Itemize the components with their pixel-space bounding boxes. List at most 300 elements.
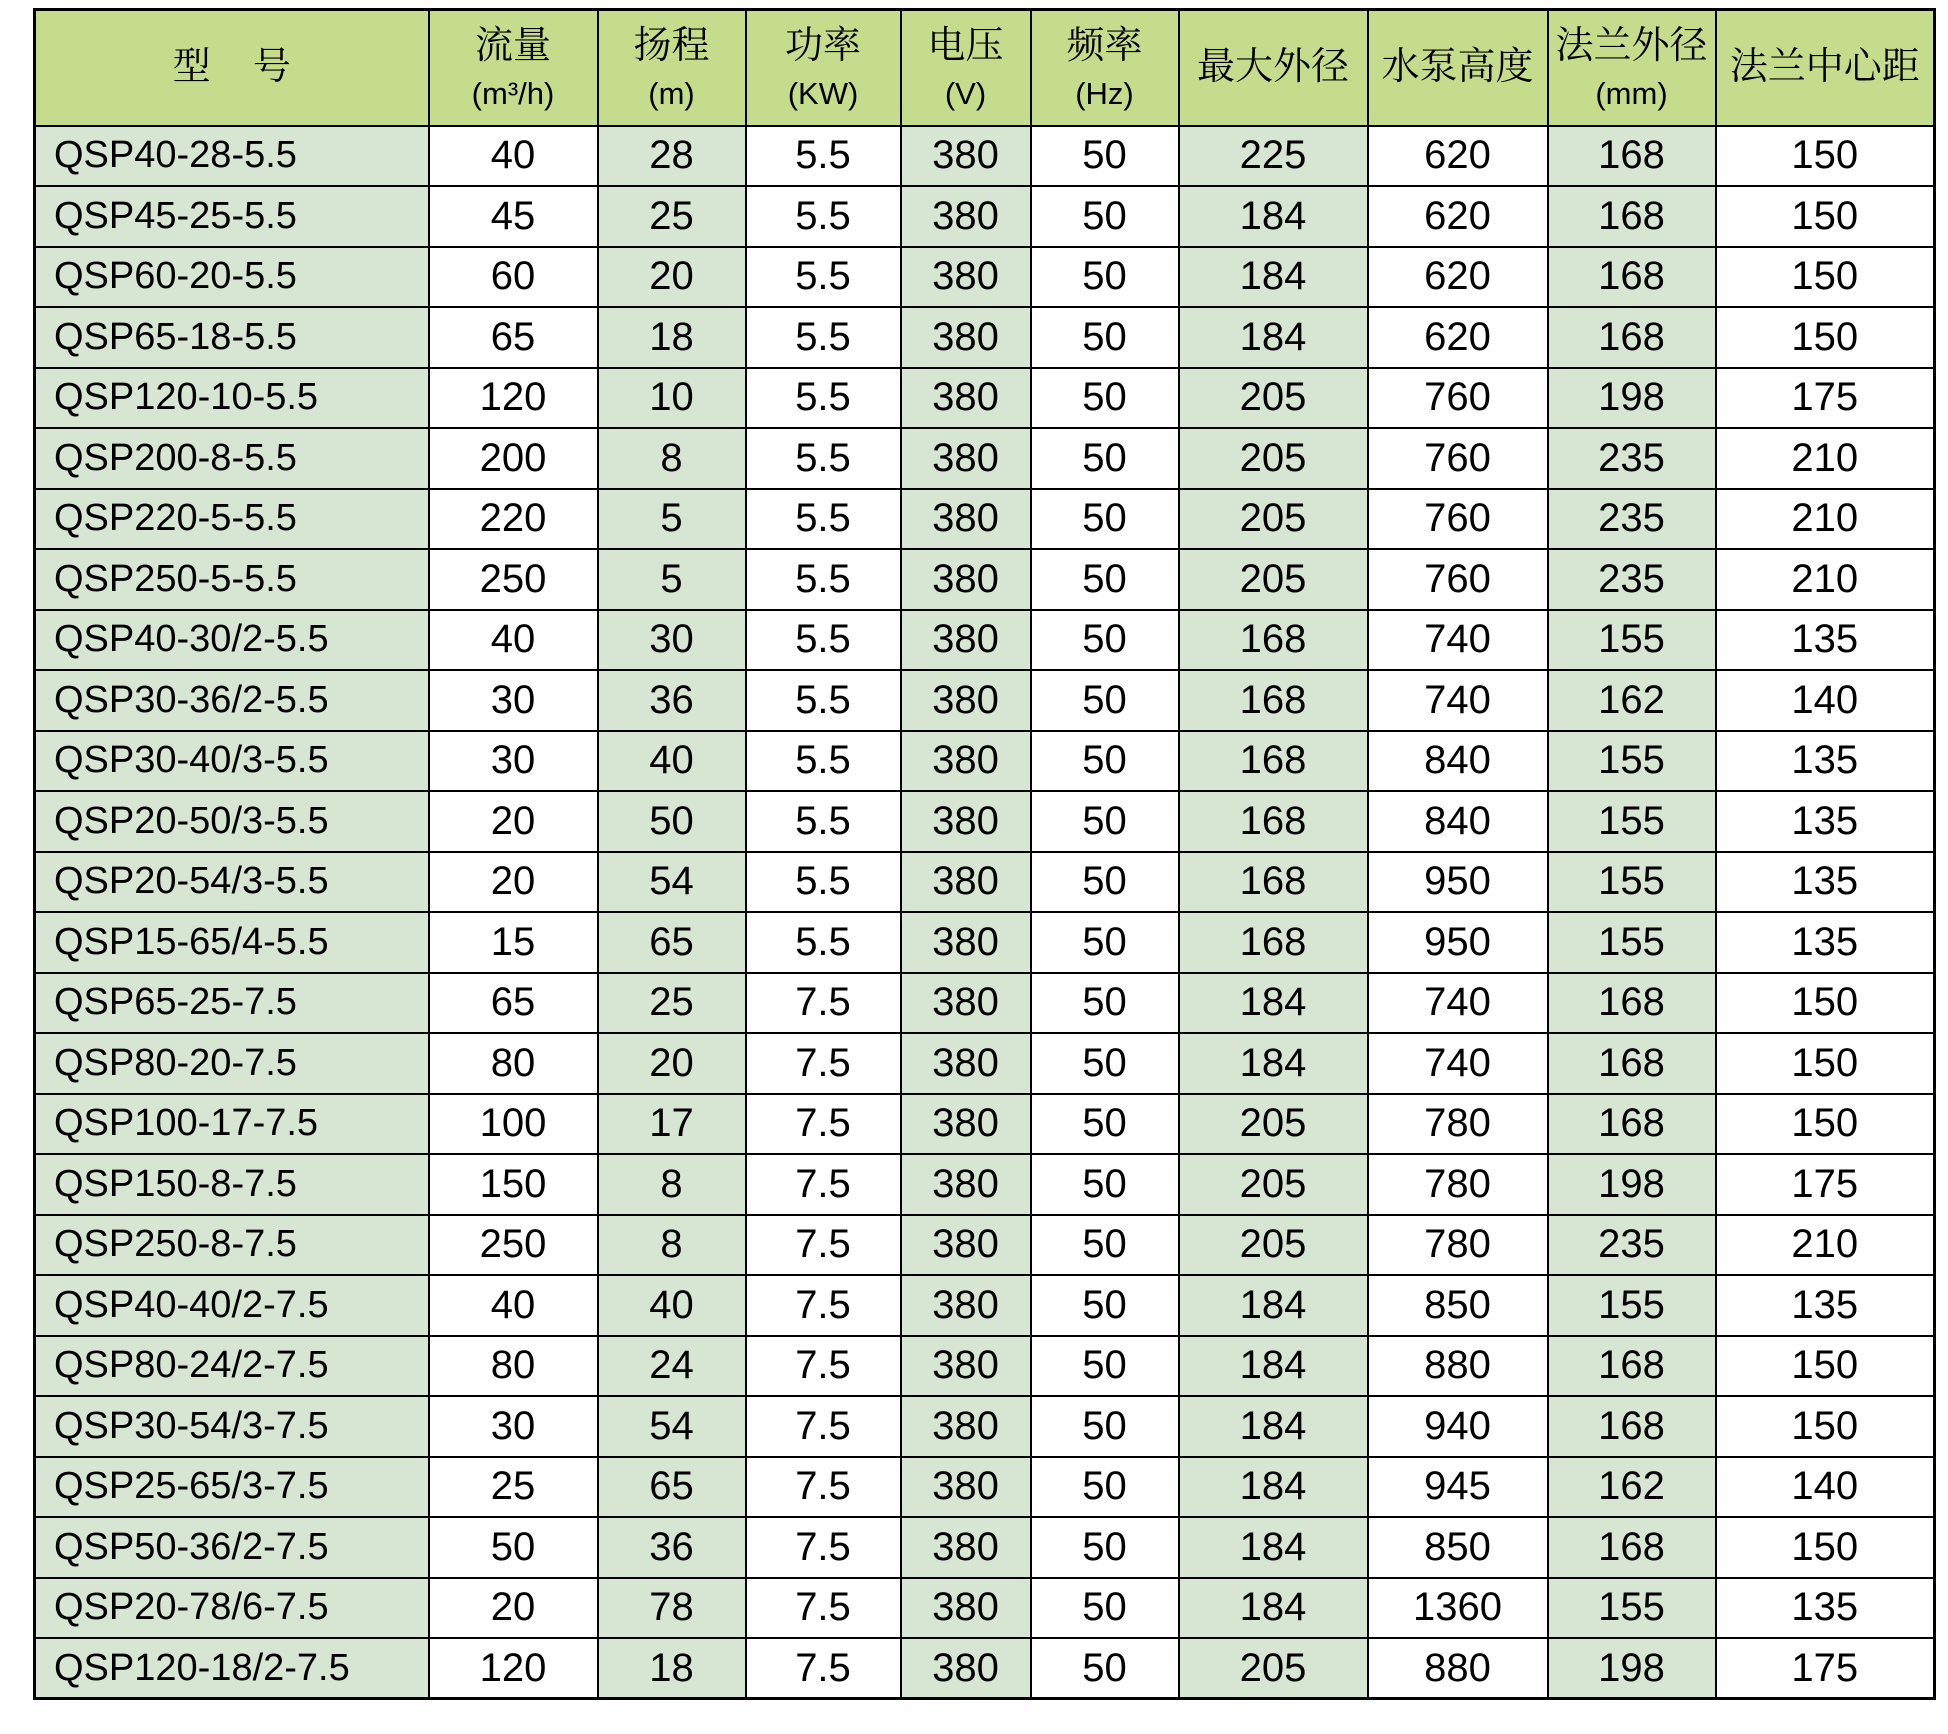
value-cell: 50 (1031, 489, 1179, 550)
value-cell: 65 (598, 1457, 746, 1518)
model-cell: QSP150-8-7.5 (35, 1154, 429, 1215)
column-header (1368, 10, 1548, 126)
value-cell: 175 (1716, 1154, 1935, 1215)
table-row (35, 1154, 1935, 1215)
value-cell: 205 (1179, 428, 1368, 489)
value-cell: 380 (901, 1336, 1031, 1397)
value-cell: 155 (1548, 791, 1716, 852)
value-cell: 250 (429, 1215, 598, 1276)
value-cell: 620 (1368, 126, 1548, 187)
value-cell: 8 (598, 1154, 746, 1215)
value-cell: 205 (1179, 1154, 1368, 1215)
table-row (35, 489, 1935, 550)
value-cell: 30 (429, 670, 598, 731)
column-title: 型 号 (172, 45, 291, 88)
value-cell: 5.5 (746, 610, 901, 671)
column-title: 频率 (1066, 25, 1143, 68)
value-cell: 380 (901, 489, 1031, 550)
value-cell: 760 (1368, 489, 1548, 550)
value-cell: 5.5 (746, 912, 901, 973)
column-header (901, 10, 1031, 126)
value-cell: 50 (1031, 1094, 1179, 1155)
value-cell: 380 (901, 247, 1031, 308)
table-row (35, 670, 1935, 731)
value-cell: 250 (429, 549, 598, 610)
value-cell: 760 (1368, 368, 1548, 429)
table-row (35, 912, 1935, 973)
value-cell: 135 (1716, 731, 1935, 792)
value-cell: 7.5 (746, 973, 901, 1034)
value-cell: 880 (1368, 1638, 1548, 1699)
value-cell: 65 (429, 307, 598, 368)
table-row (35, 1517, 1935, 1578)
value-cell: 135 (1716, 791, 1935, 852)
column-header (35, 10, 429, 126)
value-cell: 5.5 (746, 186, 901, 247)
value-cell: 28 (598, 126, 746, 187)
value-cell: 150 (1716, 307, 1935, 368)
value-cell: 162 (1548, 670, 1716, 731)
value-cell: 168 (1179, 912, 1368, 973)
value-cell: 7.5 (746, 1336, 901, 1397)
table-row (35, 610, 1935, 671)
model-cell: QSP25-65/3-7.5 (35, 1457, 429, 1518)
value-cell: 50 (1031, 912, 1179, 973)
value-cell: 198 (1548, 1638, 1716, 1699)
model-cell: QSP40-40/2-7.5 (35, 1275, 429, 1336)
model-cell: QSP200-8-5.5 (35, 428, 429, 489)
value-cell: 7.5 (746, 1033, 901, 1094)
table-row (35, 247, 1935, 308)
value-cell: 150 (1716, 973, 1935, 1034)
value-cell: 380 (901, 973, 1031, 1034)
value-cell: 168 (1179, 791, 1368, 852)
value-cell: 20 (429, 1578, 598, 1639)
value-cell: 40 (598, 1275, 746, 1336)
column-header (429, 10, 598, 126)
value-cell: 198 (1548, 1154, 1716, 1215)
value-cell: 5 (598, 489, 746, 550)
value-cell: 168 (1179, 731, 1368, 792)
value-cell: 7.5 (746, 1578, 901, 1639)
value-cell: 780 (1368, 1094, 1548, 1155)
value-cell: 150 (1716, 126, 1935, 187)
value-cell: 380 (901, 1578, 1031, 1639)
table-row (35, 731, 1935, 792)
value-cell: 380 (901, 1275, 1031, 1336)
value-cell: 150 (1716, 1336, 1935, 1397)
value-cell: 235 (1548, 1215, 1716, 1276)
value-cell: 168 (1548, 1094, 1716, 1155)
value-cell: 850 (1368, 1275, 1548, 1336)
value-cell: 184 (1179, 186, 1368, 247)
value-cell: 235 (1548, 549, 1716, 610)
model-cell: QSP30-36/2-5.5 (35, 670, 429, 731)
value-cell: 135 (1716, 1578, 1935, 1639)
value-cell: 225 (1179, 126, 1368, 187)
table-row (35, 852, 1935, 913)
value-cell: 40 (429, 126, 598, 187)
table-row (35, 791, 1935, 852)
model-cell: QSP60-20-5.5 (35, 247, 429, 308)
table-row (35, 1275, 1935, 1336)
value-cell: 184 (1179, 973, 1368, 1034)
value-cell: 120 (429, 368, 598, 429)
value-cell: 184 (1179, 247, 1368, 308)
value-cell: 380 (901, 307, 1031, 368)
value-cell: 198 (1548, 368, 1716, 429)
table-row (35, 973, 1935, 1034)
value-cell: 740 (1368, 610, 1548, 671)
value-cell: 740 (1368, 973, 1548, 1034)
value-cell: 168 (1548, 186, 1716, 247)
value-cell: 50 (598, 791, 746, 852)
value-cell: 235 (1548, 428, 1716, 489)
column-unit: (m³/h) (471, 76, 555, 112)
value-cell: 380 (901, 1638, 1031, 1699)
value-cell: 40 (429, 1275, 598, 1336)
value-cell: 150 (1716, 1517, 1935, 1578)
table-row (35, 1215, 1935, 1276)
value-cell: 30 (429, 731, 598, 792)
value-cell: 25 (598, 973, 746, 1034)
column-header (1179, 10, 1368, 126)
value-cell: 168 (1548, 973, 1716, 1034)
value-cell: 5.5 (746, 368, 901, 429)
value-cell: 54 (598, 852, 746, 913)
value-cell: 50 (1031, 307, 1179, 368)
value-cell: 50 (1031, 1638, 1179, 1699)
value-cell: 780 (1368, 1215, 1548, 1276)
value-cell: 5.5 (746, 489, 901, 550)
value-cell: 168 (1548, 307, 1716, 368)
model-cell: QSP40-30/2-5.5 (35, 610, 429, 671)
value-cell: 18 (598, 307, 746, 368)
value-cell: 140 (1716, 1457, 1935, 1518)
value-cell: 380 (901, 1517, 1031, 1578)
model-cell: QSP45-25-5.5 (35, 186, 429, 247)
value-cell: 50 (1031, 1033, 1179, 1094)
value-cell: 184 (1179, 1336, 1368, 1397)
value-cell: 50 (1031, 670, 1179, 731)
value-cell: 50 (1031, 791, 1179, 852)
value-cell: 184 (1179, 1033, 1368, 1094)
value-cell: 205 (1179, 1215, 1368, 1276)
column-header (746, 10, 901, 126)
value-cell: 120 (429, 1638, 598, 1699)
value-cell: 380 (901, 610, 1031, 671)
value-cell: 20 (598, 1033, 746, 1094)
value-cell: 168 (1548, 247, 1716, 308)
value-cell: 184 (1179, 1517, 1368, 1578)
model-cell: QSP20-50/3-5.5 (35, 791, 429, 852)
value-cell: 162 (1548, 1457, 1716, 1518)
value-cell: 168 (1179, 670, 1368, 731)
value-cell: 50 (1031, 126, 1179, 187)
value-cell: 45 (429, 186, 598, 247)
table-row (35, 1638, 1935, 1699)
pump-spec-table (33, 8, 1936, 1700)
column-title: 电压 (927, 25, 1004, 68)
model-cell: QSP65-25-7.5 (35, 973, 429, 1034)
value-cell: 8 (598, 1215, 746, 1276)
model-cell: QSP120-10-5.5 (35, 368, 429, 429)
value-cell: 950 (1368, 912, 1548, 973)
value-cell: 50 (1031, 1336, 1179, 1397)
table-row (35, 307, 1935, 368)
value-cell: 205 (1179, 549, 1368, 610)
value-cell: 50 (1031, 1517, 1179, 1578)
column-header (1031, 10, 1179, 126)
value-cell: 155 (1548, 1275, 1716, 1336)
value-cell: 620 (1368, 247, 1548, 308)
model-cell: QSP40-28-5.5 (35, 126, 429, 187)
value-cell: 40 (429, 610, 598, 671)
value-cell: 54 (598, 1396, 746, 1457)
value-cell: 168 (1548, 1033, 1716, 1094)
value-cell: 155 (1548, 852, 1716, 913)
value-cell: 36 (598, 670, 746, 731)
value-cell: 168 (1548, 1336, 1716, 1397)
value-cell: 36 (598, 1517, 746, 1578)
value-cell: 50 (429, 1517, 598, 1578)
value-cell: 135 (1716, 912, 1935, 973)
value-cell: 155 (1548, 731, 1716, 792)
value-cell: 150 (1716, 186, 1935, 247)
value-cell: 168 (1548, 126, 1716, 187)
value-cell: 5.5 (746, 307, 901, 368)
value-cell: 15 (429, 912, 598, 973)
model-cell: QSP250-8-7.5 (35, 1215, 429, 1276)
table-row (35, 1578, 1935, 1639)
table-row (35, 1033, 1935, 1094)
value-cell: 620 (1368, 307, 1548, 368)
value-cell: 140 (1716, 670, 1935, 731)
value-cell: 78 (598, 1578, 746, 1639)
value-cell: 7.5 (746, 1275, 901, 1336)
value-cell: 8 (598, 428, 746, 489)
value-cell: 780 (1368, 1154, 1548, 1215)
value-cell: 168 (1548, 1396, 1716, 1457)
value-cell: 50 (1031, 247, 1179, 308)
value-cell: 50 (1031, 1154, 1179, 1215)
value-cell: 380 (901, 1033, 1031, 1094)
value-cell: 168 (1179, 852, 1368, 913)
value-cell: 50 (1031, 973, 1179, 1034)
value-cell: 7.5 (746, 1457, 901, 1518)
table-row (35, 1457, 1935, 1518)
column-unit: (KW) (787, 76, 859, 112)
value-cell: 80 (429, 1336, 598, 1397)
value-cell: 380 (901, 549, 1031, 610)
value-cell: 620 (1368, 186, 1548, 247)
model-cell: QSP250-5-5.5 (35, 549, 429, 610)
table-row (35, 549, 1935, 610)
value-cell: 5.5 (746, 549, 901, 610)
value-cell: 205 (1179, 489, 1368, 550)
table-header (35, 10, 1935, 126)
value-cell: 950 (1368, 852, 1548, 913)
value-cell: 150 (1716, 1033, 1935, 1094)
table-row (35, 368, 1935, 429)
column-unit: (m) (648, 76, 695, 112)
value-cell: 5.5 (746, 791, 901, 852)
value-cell: 235 (1548, 489, 1716, 550)
value-cell: 20 (598, 247, 746, 308)
value-cell: 380 (901, 1154, 1031, 1215)
value-cell: 60 (429, 247, 598, 308)
value-cell: 50 (1031, 731, 1179, 792)
value-cell: 184 (1179, 1396, 1368, 1457)
value-cell: 17 (598, 1094, 746, 1155)
model-cell: QSP80-20-7.5 (35, 1033, 429, 1094)
value-cell: 1360 (1368, 1578, 1548, 1639)
value-cell: 210 (1716, 489, 1935, 550)
value-cell: 210 (1716, 549, 1935, 610)
model-cell: QSP15-65/4-5.5 (35, 912, 429, 973)
value-cell: 30 (598, 610, 746, 671)
value-cell: 5.5 (746, 731, 901, 792)
value-cell: 50 (1031, 1396, 1179, 1457)
column-header (1548, 10, 1716, 126)
header-row (35, 10, 1935, 126)
column-header (598, 10, 746, 126)
column-title: 法兰外径 (1555, 25, 1708, 68)
value-cell: 7.5 (746, 1154, 901, 1215)
value-cell: 740 (1368, 670, 1548, 731)
value-cell: 50 (1031, 368, 1179, 429)
value-cell: 65 (429, 973, 598, 1034)
model-cell: QSP65-18-5.5 (35, 307, 429, 368)
value-cell: 380 (901, 368, 1031, 429)
value-cell: 5.5 (746, 126, 901, 187)
column-title: 水泵高度 (1381, 45, 1534, 88)
value-cell: 155 (1548, 912, 1716, 973)
table-row (35, 1336, 1935, 1397)
value-cell: 840 (1368, 791, 1548, 852)
value-cell: 50 (1031, 1215, 1179, 1276)
column-header (1716, 10, 1935, 126)
value-cell: 135 (1716, 852, 1935, 913)
value-cell: 50 (1031, 1457, 1179, 1518)
value-cell: 380 (901, 186, 1031, 247)
value-cell: 135 (1716, 1275, 1935, 1336)
value-cell: 380 (901, 428, 1031, 489)
value-cell: 168 (1548, 1517, 1716, 1578)
table-row (35, 1396, 1935, 1457)
value-cell: 380 (901, 126, 1031, 187)
model-cell: QSP120-18/2-7.5 (35, 1638, 429, 1699)
value-cell: 380 (901, 1396, 1031, 1457)
model-cell: QSP220-5-5.5 (35, 489, 429, 550)
value-cell: 840 (1368, 731, 1548, 792)
value-cell: 380 (901, 1457, 1031, 1518)
value-cell: 740 (1368, 1033, 1548, 1094)
column-title: 法兰中心距 (1729, 45, 1920, 88)
value-cell: 50 (1031, 549, 1179, 610)
value-cell: 150 (1716, 1396, 1935, 1457)
value-cell: 150 (1716, 247, 1935, 308)
value-cell: 380 (901, 1094, 1031, 1155)
value-cell: 40 (598, 731, 746, 792)
value-cell: 210 (1716, 1215, 1935, 1276)
value-cell: 50 (1031, 610, 1179, 671)
value-cell: 50 (1031, 428, 1179, 489)
value-cell: 7.5 (746, 1094, 901, 1155)
value-cell: 100 (429, 1094, 598, 1155)
value-cell: 50 (1031, 1275, 1179, 1336)
value-cell: 940 (1368, 1396, 1548, 1457)
value-cell: 205 (1179, 368, 1368, 429)
value-cell: 200 (429, 428, 598, 489)
value-cell: 380 (901, 731, 1031, 792)
column-unit: (V) (944, 76, 987, 112)
value-cell: 50 (1031, 186, 1179, 247)
column-unit: (Hz) (1075, 76, 1134, 112)
table-row (35, 428, 1935, 489)
value-cell: 184 (1179, 307, 1368, 368)
value-cell: 7.5 (746, 1638, 901, 1699)
value-cell: 150 (1716, 1094, 1935, 1155)
value-cell: 220 (429, 489, 598, 550)
pump-spec-table-container (33, 8, 1936, 1700)
value-cell: 760 (1368, 428, 1548, 489)
column-title: 功率 (784, 25, 861, 68)
value-cell: 880 (1368, 1336, 1548, 1397)
value-cell: 135 (1716, 610, 1935, 671)
value-cell: 850 (1368, 1517, 1548, 1578)
table-body (35, 126, 1935, 1699)
value-cell: 760 (1368, 549, 1548, 610)
column-title: 流量 (474, 25, 551, 68)
value-cell: 184 (1179, 1457, 1368, 1518)
value-cell: 25 (429, 1457, 598, 1518)
value-cell: 175 (1716, 1638, 1935, 1699)
table-row (35, 186, 1935, 247)
model-cell: QSP50-36/2-7.5 (35, 1517, 429, 1578)
column-unit: (mm) (1595, 76, 1668, 112)
value-cell: 380 (901, 912, 1031, 973)
value-cell: 5 (598, 549, 746, 610)
value-cell: 175 (1716, 368, 1935, 429)
value-cell: 380 (901, 791, 1031, 852)
model-cell: QSP30-54/3-7.5 (35, 1396, 429, 1457)
value-cell: 184 (1179, 1578, 1368, 1639)
model-cell: QSP20-78/6-7.5 (35, 1578, 429, 1639)
value-cell: 205 (1179, 1094, 1368, 1155)
value-cell: 7.5 (746, 1396, 901, 1457)
value-cell: 24 (598, 1336, 746, 1397)
column-title: 最大外径 (1196, 45, 1349, 88)
value-cell: 5.5 (746, 670, 901, 731)
model-cell: QSP80-24/2-7.5 (35, 1336, 429, 1397)
value-cell: 5.5 (746, 247, 901, 308)
model-cell: QSP20-54/3-5.5 (35, 852, 429, 913)
value-cell: 155 (1548, 610, 1716, 671)
model-cell: QSP100-17-7.5 (35, 1094, 429, 1155)
value-cell: 380 (901, 852, 1031, 913)
column-title: 扬程 (633, 25, 710, 68)
model-cell: QSP30-40/3-5.5 (35, 731, 429, 792)
value-cell: 184 (1179, 1275, 1368, 1336)
value-cell: 168 (1179, 610, 1368, 671)
value-cell: 210 (1716, 428, 1935, 489)
value-cell: 155 (1548, 1578, 1716, 1639)
value-cell: 18 (598, 1638, 746, 1699)
value-cell: 20 (429, 791, 598, 852)
value-cell: 945 (1368, 1457, 1548, 1518)
value-cell: 30 (429, 1396, 598, 1457)
